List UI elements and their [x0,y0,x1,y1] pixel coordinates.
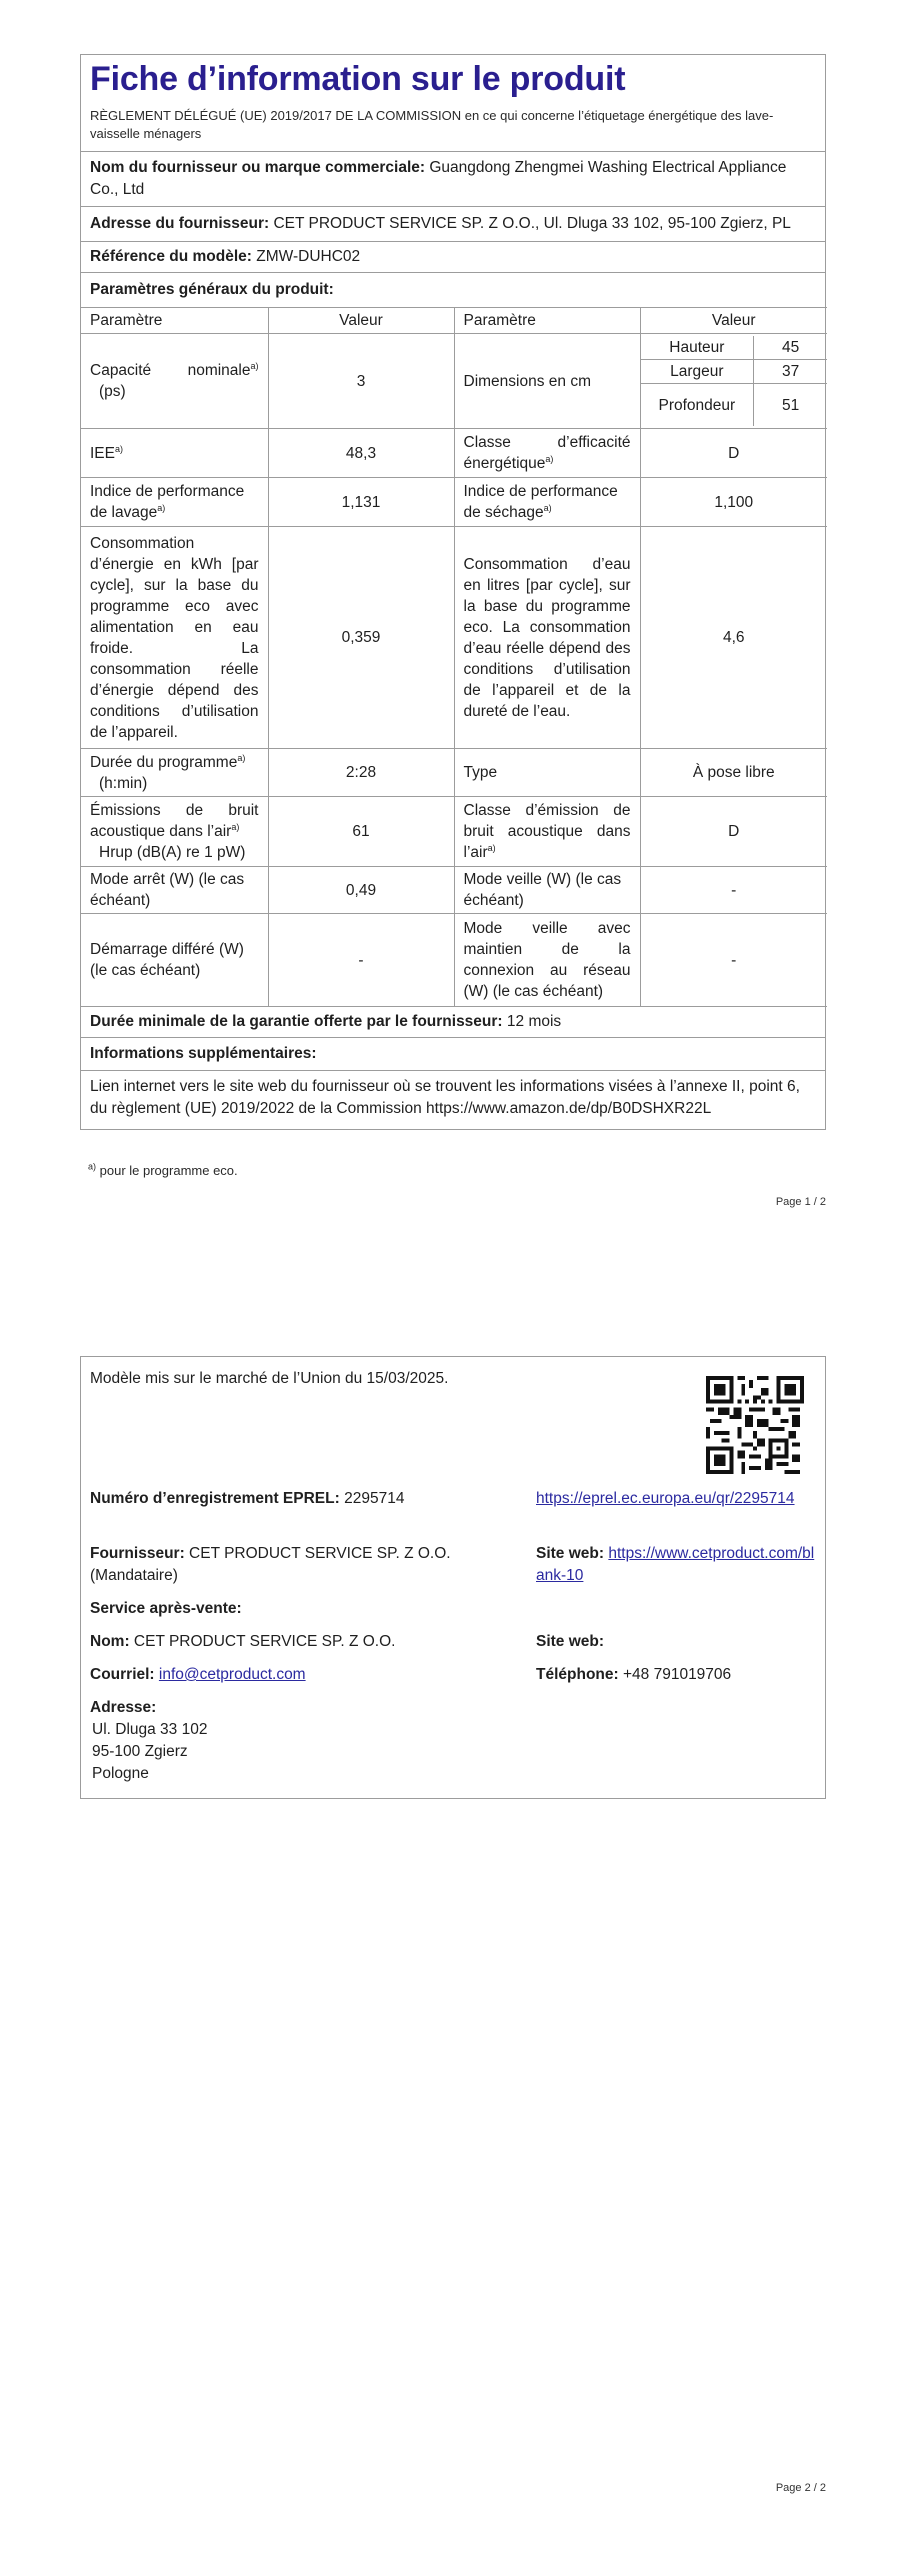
additional-info-row [81,1070,825,1129]
header-value-2: Valeur [640,308,827,334]
table-header-row [81,308,827,334]
noise-cell [81,797,268,867]
noise-label: Émissions de bruit acoustique dans l’air [90,802,259,840]
email-row [90,1664,306,1686]
note-marker: a) [231,821,240,832]
table-row-duration [81,749,827,797]
model-value: ZMW-DUHC02 [256,248,361,265]
page-number-2: Page 2 / 2 [775,2482,826,2494]
name-value: CET PRODUCT SERVICE SP. Z O.O. [133,1633,396,1650]
duration-cell [81,749,268,797]
cleaning-cell [81,478,268,527]
table-row-eei [81,429,827,478]
general-params-row [81,272,825,307]
table-row-consumption [81,527,827,749]
page-title: Fiche d’information sur le produit [90,60,626,98]
width-value: 37 [754,360,827,384]
network-label: Mode veille avec maintien de la connexion au réseau (W) (le cas échéant) [454,914,640,1007]
eprel-label: Numéro d’enregistrement EPREL: [90,1490,340,1507]
footnote-text: pour le programme eco. [99,1163,238,1178]
general-params-label: Paramètres généraux du produit: [90,281,334,298]
note-marker: a) [237,752,246,763]
water-cons-label: Consommation d’eau en litres [par cycle], sur la base du programme eco. La consommation d’eau réelle dépend des conditions d’utilisation de l’appareil et de la dureté de l’eau. [454,527,640,749]
address-value: CET PRODUCT SERVICE SP. Z O.O., Ul. Dluga 33 102, 95-100 Zgierz, PL [273,215,791,232]
drying-value: 1,100 [640,478,827,527]
page-number-1: Page 1 / 2 [775,1196,826,1208]
header-value-1: Valeur [268,308,454,334]
address-block [92,1719,207,1785]
noise-value: 61 [268,797,454,867]
noise-class-cell [454,797,640,867]
dimensions-table [641,336,828,426]
aftersales-label: Service après-vente: [90,1600,242,1617]
note-marker: a) [250,360,259,371]
address-line-1: Ul. Dluga 33 102 [92,1721,208,1738]
supplier-label: Nom du fournisseur ou marque commerciale: [90,159,426,176]
standby-label: Mode veille (W) (le cas échéant) [454,867,640,914]
note-marker: a) [157,502,166,513]
product-info-sheet [80,54,826,1130]
table-row-performance [81,478,827,527]
duration-unit: (h:min) [99,774,148,792]
capacity-label: Capacité nominale [90,362,251,379]
address-label: Adresse du fournisseur: [90,215,270,232]
capacity-unit: (ps) [99,383,126,400]
email-link[interactable]: info@cetproduct.com [158,1666,306,1683]
model-label: Référence du modèle: [90,248,252,265]
address-label: Adresse: [90,1699,157,1716]
eprel-info-box [80,1356,826,1799]
website-link[interactable]: https://www.cetproduct.com/blank-10 [536,1545,815,1584]
eei-value: 48,3 [268,429,454,478]
depth-label: Profondeur [641,384,754,427]
noise-class-value: D [640,797,827,867]
name-label: Nom: [90,1633,130,1650]
name-row [90,1631,395,1653]
energy-cons-value: 0,359 [268,527,454,749]
warranty-row [81,1007,825,1037]
header-param-2: Paramètre [454,308,640,334]
note-marker: a) [114,443,123,454]
noise-unit: Hrup (dB(A) re 1 pW) [99,844,246,861]
dimensions-label: Dimensions en cm [454,334,640,429]
drying-label: Indice de performance de séchage [463,483,618,521]
eprel-link[interactable]: https://eprel.ec.europa.eu/qr/2295714 [536,1490,795,1507]
delay-value: - [268,914,454,1007]
dimensions-cell [640,334,827,429]
duration-value: 2:28 [268,749,454,797]
website-block [536,1543,821,1587]
table-row-off-mode [81,867,827,914]
drying-cell [454,478,640,527]
energy-class-value: D [640,429,827,478]
off-label: Mode arrêt (W) (le cas échéant) [81,867,268,914]
height-value: 45 [754,336,827,360]
address-row [81,206,825,241]
table-row-capacity [81,334,827,429]
duration-label: Durée du programme [90,753,238,771]
model-row [81,241,825,272]
note-marker: a) [545,453,554,464]
water-cons-value: 4,6 [640,527,827,749]
supplier-value: CET PRODUCT SERVICE SP. Z O.O. (Mandataire) [90,1545,451,1584]
eprel-row [90,1488,404,1510]
cleaning-value: 1,131 [268,478,454,527]
phone-value: +48 791019706 [622,1666,732,1683]
phone-row [536,1664,731,1686]
website2-label: Site web: [536,1633,605,1650]
additional-info-header [81,1037,825,1070]
width-label: Largeur [641,360,754,384]
footnote-marker: a) [88,1161,97,1172]
supplier-block [90,1543,515,1587]
supplier-label: Fournisseur: [90,1545,185,1562]
capacity-value: 3 [268,334,454,429]
additional-text: Lien internet vers le site web du fournisseur où se trouvent les informations visées à l’annexe II, point 6, du règlement (UE) 2019/2022 de la Commission [90,1078,800,1117]
email-label: Courriel: [90,1666,155,1683]
footnote [88,1163,238,1178]
supplier-value: Guangdong Zhengmei Washing Electrical Appliance Co., Ltd [90,159,787,198]
depth-value: 51 [754,384,827,427]
qr-code-icon [706,1376,804,1474]
header-param-1: Paramètre [81,308,268,334]
regulation-text: RÈGLEMENT DÉLÉGUÉ (UE) 2019/2017 DE LA COMMISSION en ce qui concerne l’étiquetage énergétique des lave-vaisselle ménagers [90,108,774,141]
market-date: Modèle mis sur le marché de l’Union du 15/03/2025. [90,1370,449,1387]
type-value: À pose libre [640,749,827,797]
cleaning-label: Indice de performance de lavage [90,483,245,521]
note-marker: a) [487,842,496,853]
eprel-value: 2295714 [344,1490,405,1507]
standby-value: - [640,867,827,914]
phone-label: Téléphone: [536,1666,619,1683]
energy-cons-label: Consommation d’énergie en kWh [par cycle], sur la base du programme eco avec alimentation en eau froide. La consommation réelle d’énergie dépend des conditions d’utilisation de l’appareil. [81,527,268,749]
capacity-cell [81,334,268,429]
table-row-delay [81,914,827,1007]
parameters-table [81,307,827,1007]
energy-class-cell [454,429,640,478]
delay-label: Démarrage différé (W) (le cas échéant) [81,914,268,1007]
energy-class-label: Classe d’efficacité énergétique [463,434,631,472]
network-value: - [640,914,827,1007]
noise-class-label: Classe d’émission de bruit acoustique dans l’air [463,802,631,861]
off-value: 0,49 [268,867,454,914]
warranty-label: Durée minimale de la garantie offerte par le fournisseur: [90,1013,503,1030]
eei-cell [81,429,268,478]
address-line-2: 95-100 Zgierz [92,1743,188,1760]
additional-url: https://www.amazon.de/dp/B0DSHXR22L [426,1100,712,1117]
additional-label: Informations supplémentaires: [90,1045,317,1062]
height-label: Hauteur [641,336,754,360]
address-line-3: Pologne [92,1765,149,1782]
table-row-noise [81,797,827,867]
eei-label: IEE [90,444,115,462]
eprel-link-block [536,1488,821,1510]
note-marker: a) [543,502,552,513]
website-label: Site web: [536,1545,605,1562]
type-label: Type [454,749,640,797]
supplier-row [81,151,825,206]
warranty-value: 12 mois [506,1013,562,1030]
